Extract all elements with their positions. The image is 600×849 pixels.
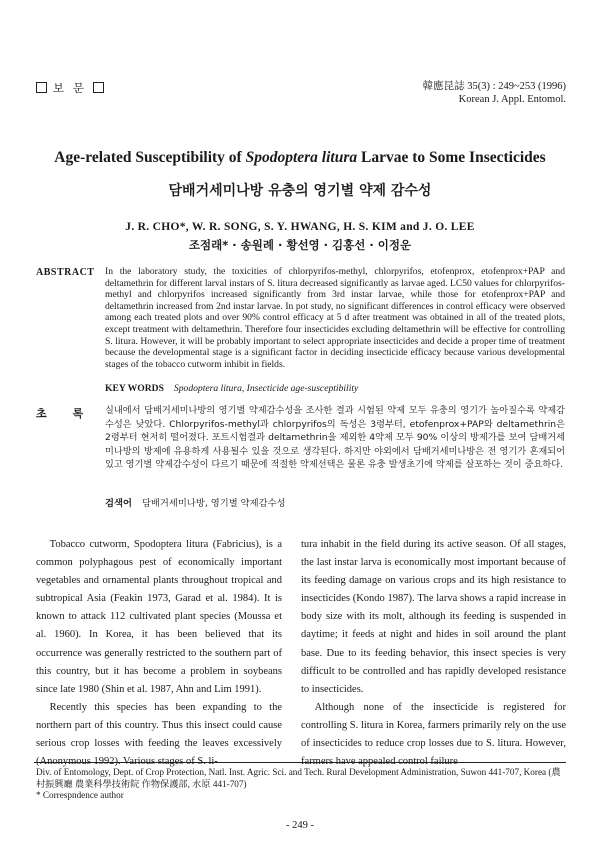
title-species: Spodoptera litura — [245, 149, 358, 166]
footnote-divider — [34, 762, 566, 763]
journal-citation — [423, 80, 566, 106]
abstract-label: ABSTRACT — [36, 267, 95, 278]
korean-keywords — [105, 495, 286, 509]
title-pre: Age-related Susceptibility of — [54, 149, 246, 166]
box-icon — [93, 82, 104, 93]
body-column-right — [301, 536, 566, 771]
journal-en: Korean J. Appl. Entomol. — [458, 94, 566, 105]
korean-abstract-text: 실내에서 담배거세미나방의 영기별 약제감수성을 조사한 결과 시험된 약제 모두 유충의 영기가 높아질수록 약제감수성은 낮았다. Chlorpyrifos-methyl과 chlorpyrifos의 독성은 3령부터, etofenprox+PAP와 deltamethrin은 2령부터 현저히 떨어졌다. 포트시험결과 deltamethrin을 제외한 4약제 모두 90% 이상의 방제가를 보여 담배거세미나방의 방제에 유용하게 사용될수 있을 것으로 생각된다. 하지만 야외에서 담배거세미나방은 전 영기가 혼재되어 있고 영기별 약제감수성이 다르기 때문에 적절한 약제선택은 물론 유충 발생초기에 약제를 살포하는 것이 중요하다. — [105, 405, 565, 471]
body-paragraph: tura inhabit in the field during its active season. Of all stages, the last instar larva is economically most important because of its feeding damage on various crops and its high resistance to insecticides (Kondo 1987). The larva shows a rapid increase in body size with its molt, although its feeding is suspended in daytime; it feeds at night and hides in soil around the plant base. Due to its feeding behavior, this insect species is very difficult to be controlled and has rapidly developed resistance to insecticides. — [301, 539, 566, 695]
title-post: Larvae to Some Insecticides — [357, 149, 546, 166]
body-paragraph: Although none of the insecticide is registered for controlling S. litura in Korea, farmers primarily rely on the use of insecticides to reduce crop losses due to S. litura. However, farmers have appealed control failure — [301, 701, 566, 768]
korean-keywords-label: 검색어 — [105, 498, 132, 509]
footnote-affiliation: Div. of Entomology, Dept. of Crop Protection, Natl. Inst. Agric. Sci. and Tech. Rural Development Administration, Suwon 441-707, Korea (農村振興廳 農業科學技術院 作物保護部, 水原 441-707) — [36, 767, 561, 789]
korean-keywords-text: 담배거세미나방, 영기별 약제감수성 — [141, 498, 286, 509]
title-korean: 담배거세미나방 유충의 영기별 약제 감수성 — [168, 183, 432, 199]
authors-korean: 조점래* · 송원례 · 황선영 · 김홍선 · 이정운 — [188, 238, 412, 252]
korean-abstract-label: 초록 — [36, 407, 110, 420]
abstract-text: In the laboratory study, the toxicities of chlorpyrifos-methyl, chlorpyrifos, etofenprox, etofenprox+PAP and deltamethrin for different larval instars of S. litura decreased significantly as larvae aged. LC50 values for chlorpyrifos-methyl and chlorpyrifos increased significantly from 3rd instar larvae, while those for etofenprox+PAP and deltamethrin increased from 2nd instar larvae. In pot study, no significant differences in control efficacy were observed among each treated plots and over 90% control efficacy at 5 d after treatment was obtained in all of the treated plots, except treatment with deltamethrin. Therefore four insecticides excluding deltamethrin will be effective for controlling S. litura. However, it will be probably important to select appropriate insecticides and decide a proper time of treatment because the developmental stage is a significant factor in deciding insecticide efficacy because various developmental stages of the tobacco cutworm inhibit in fields. — [105, 266, 565, 370]
page-number: - 249 - — [286, 820, 314, 831]
body-paragraph: Tobacco cutworm, Spodoptera litura (Fabricius), is a common polyphagous pest of economically important vegetables and ornamental plants throughout tropical and subtropical Asia (Feakin 1973, Garad et al. 1984). It is known to attack 112 cultivated plant species (Moussa et al. 1960). In Korea, it has been believed that its occurrence was generally restricted to the southern part of this country, but it has become a problem in soybeans since late 1980 (Shin et al. 1987, Ahn and Lim 1991). — [36, 539, 282, 695]
authors-english: J. R. CHO*, W. R. SONG, S. Y. HWANG, H. S. KIM and J. O. LEE — [125, 221, 475, 233]
body-column-left — [36, 536, 282, 771]
keywords-label: KEY WORDS — [105, 383, 164, 394]
article-category — [36, 80, 104, 96]
keywords — [105, 383, 358, 394]
journal-ko: 韓應昆誌 35(3) : 249~253 (1996) — [422, 81, 566, 92]
category-label: 보 문 — [52, 83, 87, 95]
footnote — [36, 767, 566, 802]
footnote-corresponding: * Correspndence author — [36, 790, 124, 800]
title-english — [0, 149, 600, 167]
keywords-text: Spodoptera litura, Insecticide age-susceptibility — [173, 383, 359, 394]
box-icon — [36, 82, 47, 93]
body-paragraph: Recently this species has been expanding to the northern part of this country. Thus this insect could cause serious crop losses with feeding the leaves excessively (Anonymous 1992). Various stages of S. li- — [36, 701, 282, 768]
